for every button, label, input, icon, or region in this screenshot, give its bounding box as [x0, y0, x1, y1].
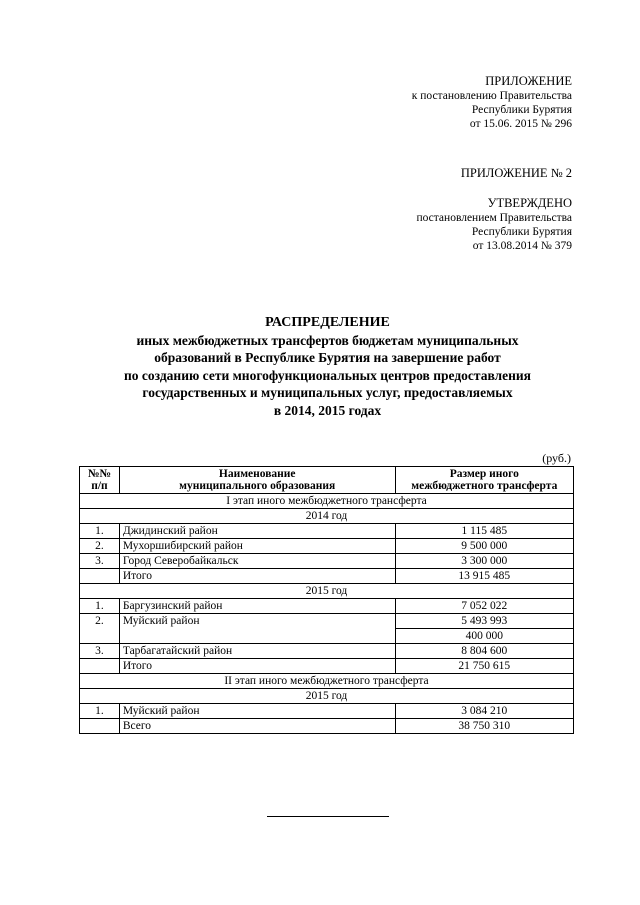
approved-block [416, 196, 572, 253]
distribution-table [79, 466, 574, 734]
row-municipality: Мухоршибирский район [119, 539, 395, 554]
appendix-title: ПРИЛОЖЕНИЕ [485, 74, 572, 88]
section-row [80, 674, 574, 689]
approved-line: постановлением Правительства [416, 212, 572, 224]
year-label: 2015 год [80, 584, 574, 599]
approved-line: Республики Бурятия [471, 226, 572, 238]
appendix-block [412, 74, 572, 131]
table-row [80, 524, 574, 539]
row-municipality: Баргузинский район [119, 599, 395, 614]
title-line: в 2014, 2015 годах [273, 402, 382, 418]
total-label: Итого [119, 659, 395, 674]
row-value: 7 052 022 [395, 599, 573, 614]
table-row [80, 704, 574, 719]
year-label: 2015 год [80, 689, 574, 704]
header-municipality: Наименование муниципального образования [119, 467, 395, 494]
title-line: по созданию сети многофункциональных центров предоставления [124, 367, 531, 383]
row-number-empty [80, 659, 120, 674]
grand-total-value: 38 750 310 [395, 719, 573, 734]
table-row [80, 644, 574, 659]
title-heading: РАСПРЕДЕЛЕНИЕ [265, 315, 390, 330]
total-value: 13 915 485 [395, 569, 573, 584]
row-value: 3 300 000 [395, 554, 573, 569]
row-number: 1. [80, 599, 120, 614]
row-number-empty [80, 569, 120, 584]
table-row [80, 554, 574, 569]
row-value: 9 500 000 [395, 539, 573, 554]
grand-total-row [80, 719, 574, 734]
header-transfer-size: Размер иного межбюджетного трансферта [395, 467, 573, 494]
stage-2-label: II этап иного межбюджетного трансферта [80, 674, 574, 689]
row-number-empty [80, 719, 120, 734]
row-municipality: Муйский район [119, 614, 395, 644]
grand-total-label: Всего [119, 719, 395, 734]
row-municipality: Муйский район [119, 704, 395, 719]
table-header-row [80, 467, 574, 494]
row-municipality: Тарбагатайский район [119, 644, 395, 659]
total-label: Итого [119, 569, 395, 584]
total-row [80, 659, 574, 674]
table-row [80, 599, 574, 614]
row-value: 1 115 485 [395, 524, 573, 539]
total-value: 21 750 615 [395, 659, 573, 674]
appendix-line: Республики Бурятия [471, 104, 572, 116]
title-line: образований в Республике Бурятия на завершение работ [154, 350, 501, 365]
appendix-2-block [461, 166, 572, 181]
row-number: 2. [80, 539, 120, 554]
currency-unit: (руб.) [542, 451, 571, 465]
row-value: 8 804 600 [395, 644, 573, 659]
header-number: №№ п/п [80, 467, 120, 494]
title-line: иных межбюджетных трансфертов бюджетам муниципальных [136, 332, 519, 348]
section-row [80, 584, 574, 599]
row-number: 1. [80, 524, 120, 539]
section-row [80, 494, 574, 509]
row-municipality: Джидинский район [119, 524, 395, 539]
row-number: 2. [80, 614, 120, 644]
approved-title: УТВЕРЖДЕНО [487, 196, 572, 210]
row-number: 1. [80, 704, 120, 719]
stage-1-label: I этап иного межбюджетного трансферта [80, 494, 574, 509]
row-number: 3. [80, 554, 120, 569]
row-municipality: Город Северобайкальск [119, 554, 395, 569]
section-row [80, 509, 574, 524]
row-value: 5 493 993 [395, 614, 573, 629]
row-value-additional: 400 000 [395, 629, 573, 644]
document-title [60, 314, 595, 419]
appendix-2-title: ПРИЛОЖЕНИЕ № 2 [460, 166, 572, 180]
table-row [80, 539, 574, 554]
year-label: 2014 год [80, 509, 574, 524]
footer-divider [267, 816, 389, 817]
row-value: 3 084 210 [395, 704, 573, 719]
row-number: 3. [80, 644, 120, 659]
appendix-line: к постановлению Правительства [411, 90, 572, 102]
table-row [80, 614, 574, 629]
title-line: государственных и муниципальных услуг, предоставляемых [142, 385, 513, 400]
appendix-date: от 15.06. 2015 № 296 [469, 118, 572, 130]
approved-date: от 13.08.2014 № 379 [472, 240, 572, 252]
section-row [80, 689, 574, 704]
total-row [80, 569, 574, 584]
